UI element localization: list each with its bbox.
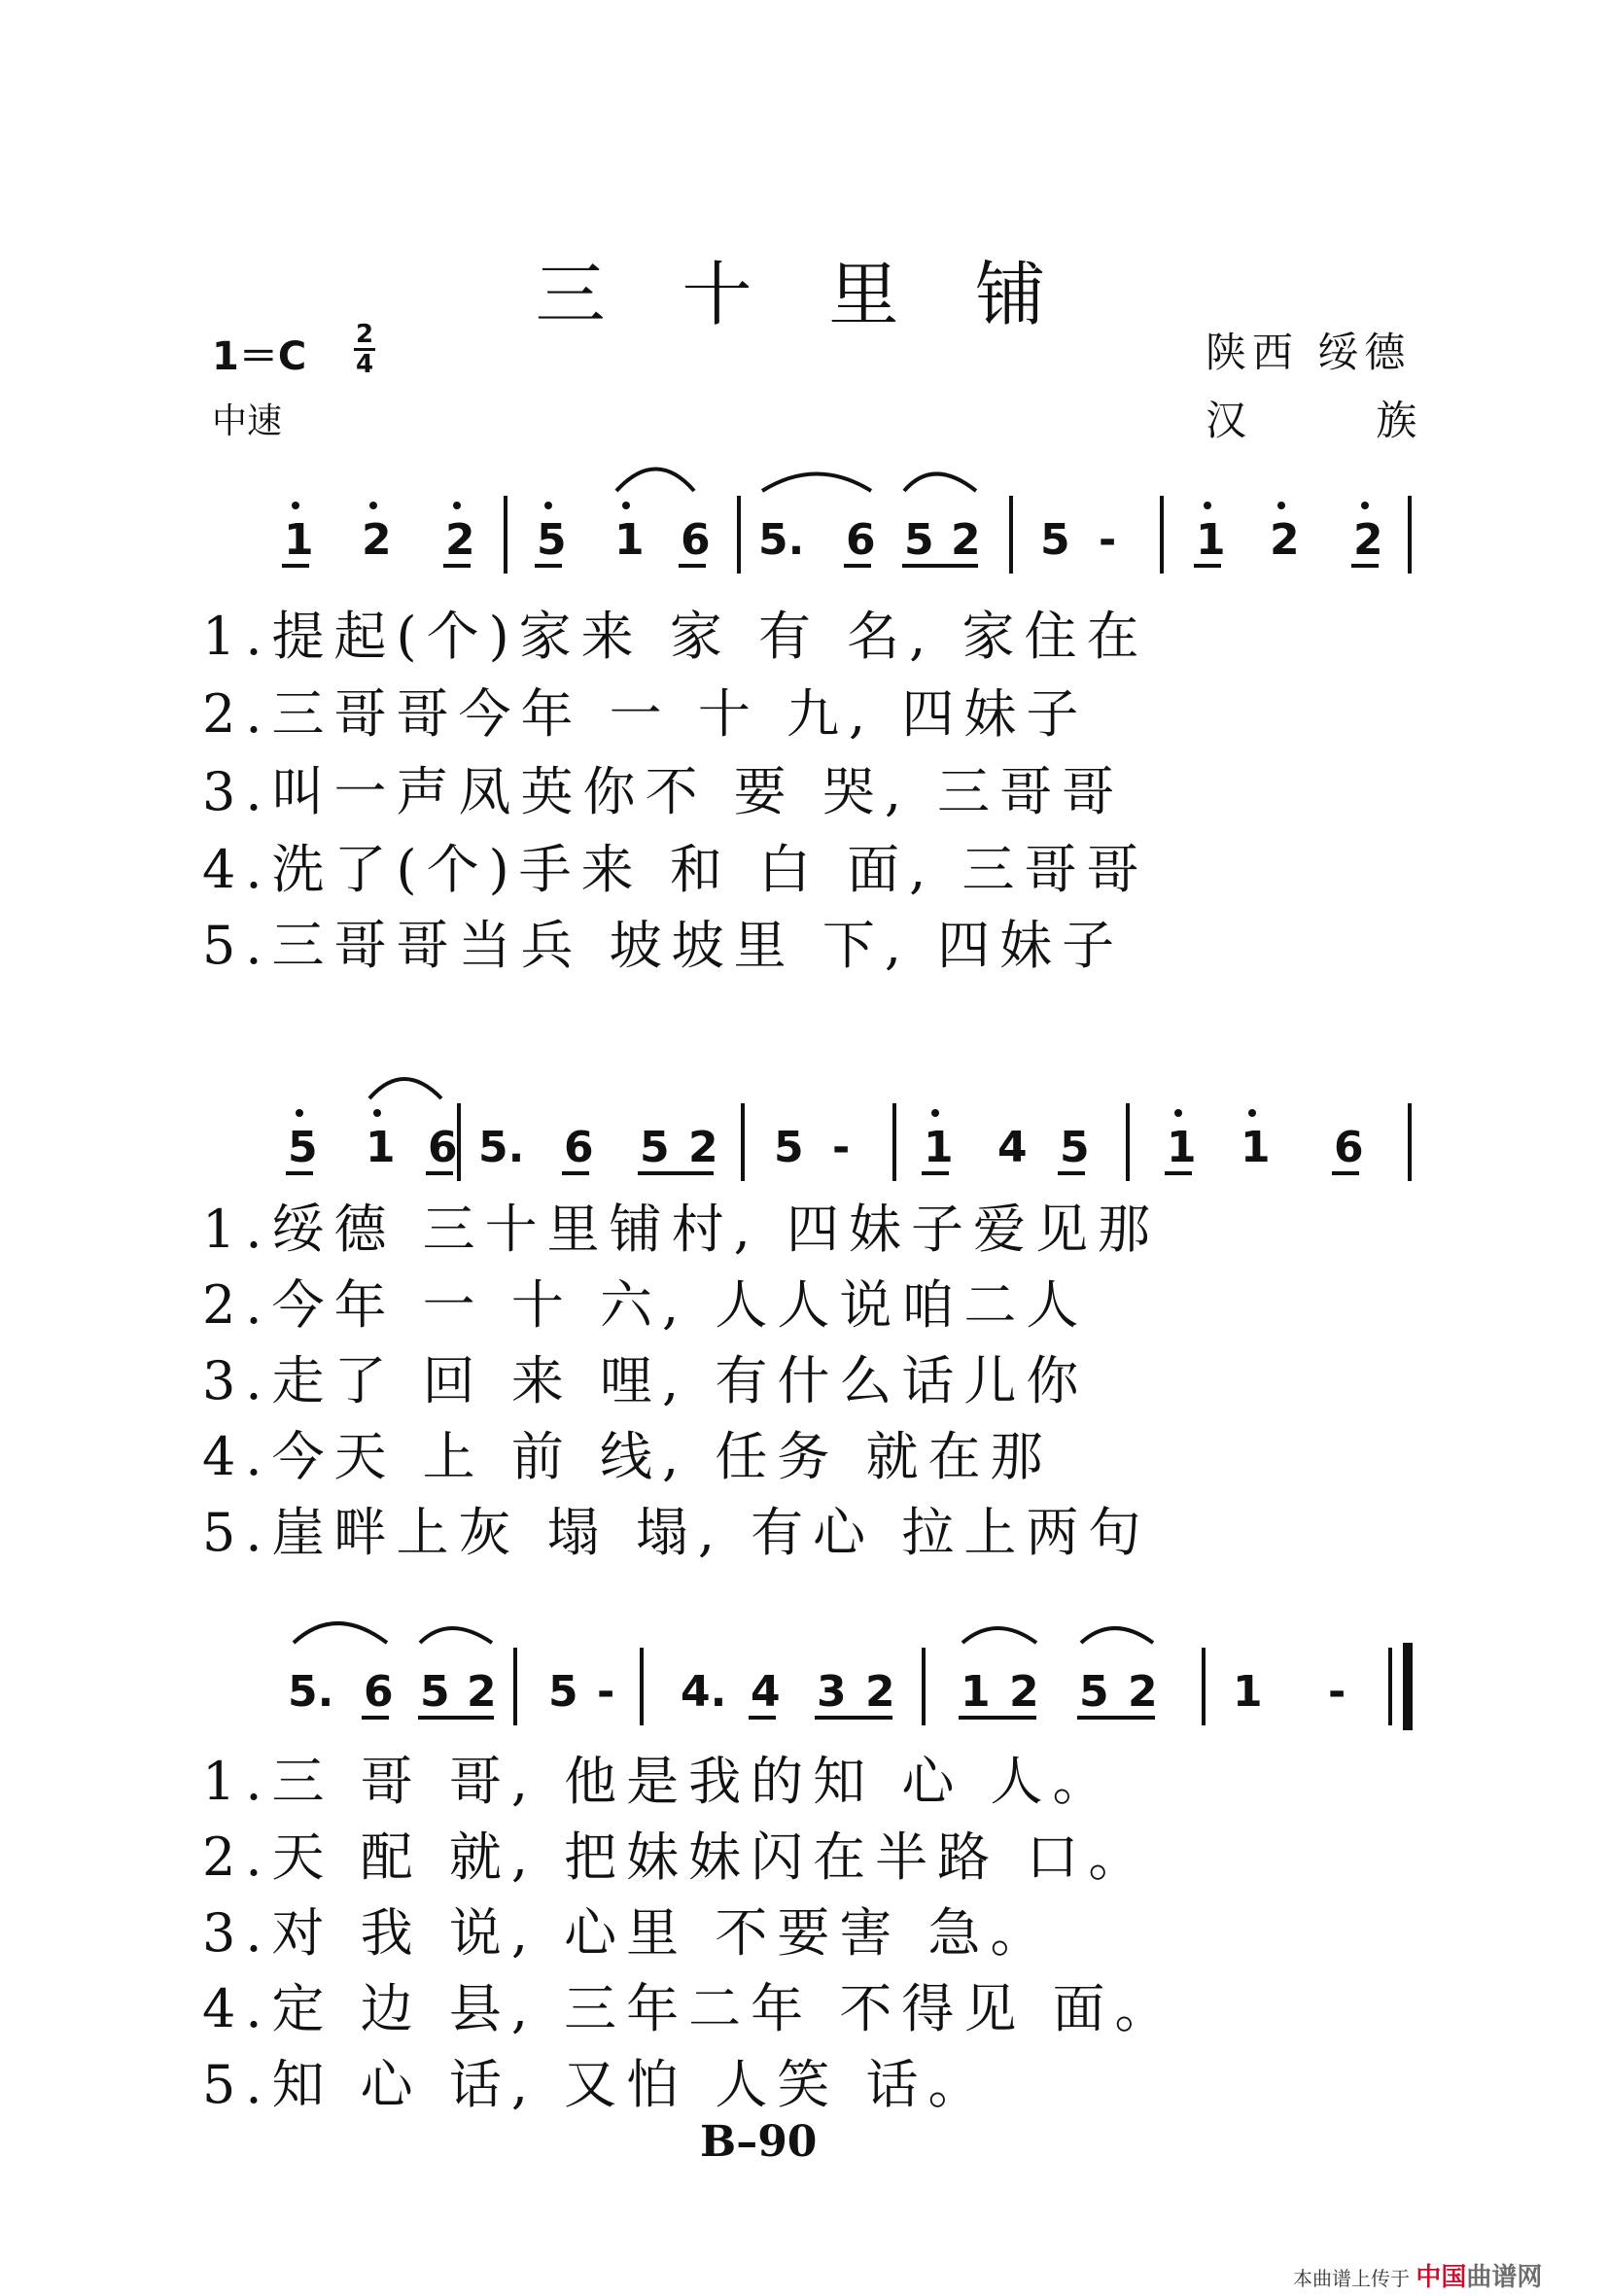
svg-text:2: 2: [1353, 515, 1383, 565]
verse-line: 1.绥德 三十里铺村, 四妹子爱见那: [202, 1199, 1161, 1260]
svg-text:5: 5: [904, 515, 934, 565]
svg-text:6: 6: [681, 515, 711, 565]
watermark-brand-gray: 曲谱网: [1466, 2263, 1543, 2292]
svg-text:5: 5: [1079, 1667, 1109, 1717]
svg-text:-: -: [1328, 1667, 1346, 1717]
verse-line: 4.今天 上 前 线, 任务 就在那: [202, 1426, 1053, 1487]
svg-text:5.: 5.: [758, 515, 805, 565]
svg-text:2: 2: [467, 1667, 497, 1717]
svg-text:6: 6: [1334, 1123, 1364, 1172]
svg-text:1: 1: [961, 1667, 991, 1717]
svg-text:5: 5: [548, 1667, 578, 1717]
svg-text:1: 1: [284, 515, 314, 565]
watermark-text: 本曲谱上传于: [1293, 2267, 1410, 2290]
svg-text:2: 2: [1128, 1667, 1158, 1717]
svg-text:-: -: [832, 1123, 851, 1172]
svg-text:2: 2: [1270, 515, 1300, 565]
svg-text:2: 2: [865, 1667, 895, 1717]
verse-line: 5.三哥哥当兵 坡坡里 下, 四妹子: [202, 915, 1125, 976]
time-signature-bottom: 4: [355, 350, 374, 379]
svg-text:1: 1: [1241, 1123, 1271, 1172]
verse-line: 1.三 哥 哥, 他是我的知 心 人。: [202, 1751, 1115, 1812]
svg-text:5: 5: [537, 515, 567, 565]
verse-line: 3.走了 回 来 哩, 有什么话儿你: [202, 1350, 1089, 1411]
origin-ethnicity: 汉 族: [1206, 397, 1476, 444]
svg-text:5: 5: [774, 1123, 804, 1172]
watermark-brand-red: 中国: [1416, 2263, 1467, 2292]
svg-text:1: 1: [1196, 515, 1226, 565]
svg-text:-: -: [1099, 515, 1117, 565]
svg-text:2: 2: [362, 515, 392, 565]
svg-text:6: 6: [846, 515, 876, 565]
svg-text:2: 2: [951, 515, 981, 565]
svg-text:4: 4: [997, 1123, 1028, 1172]
svg-text:2: 2: [688, 1123, 718, 1172]
key-signature: 1＝C: [212, 334, 307, 379]
svg-text:5: 5: [1040, 515, 1070, 565]
svg-text:1: 1: [924, 1123, 954, 1172]
svg-text:5.: 5.: [288, 1667, 334, 1717]
origin-region: 陕西 绥德: [1206, 329, 1412, 376]
watermark: [1293, 2257, 1542, 2293]
svg-text:1: 1: [366, 1123, 396, 1172]
verse-line: 3.叫一声凤英你不 要 哭, 三哥哥: [202, 761, 1125, 822]
page-number: B–90: [700, 2117, 818, 2167]
song-title: 三 十 里 铺: [535, 254, 1073, 335]
svg-text:5: 5: [288, 1123, 318, 1172]
tempo-marking: 中速: [212, 401, 283, 441]
verse-line: 2.今年 一 十 六, 人人说咱二人: [202, 1274, 1089, 1336]
svg-text:3: 3: [817, 1667, 847, 1717]
svg-text:4.: 4.: [681, 1667, 727, 1717]
verse-line: 1.提起(个)家来 家 有 名, 家住在: [202, 606, 1149, 667]
verse-line: 4.定 边 县, 三年二年 不得见 面。: [202, 1978, 1177, 2039]
verse-line: 5.知 心 话, 又怕 人笑 话。: [202, 2054, 991, 2115]
svg-text:1: 1: [1167, 1123, 1197, 1172]
verse-line: 4.洗了(个)手来 和 白 面, 三哥哥: [202, 839, 1149, 900]
svg-text:1: 1: [1233, 1667, 1263, 1717]
svg-text:5: 5: [1060, 1123, 1090, 1172]
svg-text:6: 6: [564, 1123, 594, 1172]
time-signature-top: 2: [355, 320, 374, 349]
verse-line: 2.三哥哥今年 一 十 九, 四妹子: [202, 683, 1089, 745]
svg-text:2: 2: [445, 515, 475, 565]
svg-text:5.: 5.: [478, 1123, 525, 1172]
svg-text:2: 2: [1009, 1667, 1039, 1717]
svg-text:6: 6: [428, 1123, 458, 1172]
svg-text:-: -: [597, 1667, 615, 1717]
verse-line: 3.对 我 说, 心里 不要害 急。: [202, 1902, 1053, 1964]
svg-text:5: 5: [420, 1667, 450, 1717]
verse-line: 2.天 配 就, 把妹妹闪在半路 口。: [202, 1826, 1151, 1888]
svg-text:6: 6: [364, 1667, 394, 1717]
svg-text:4: 4: [751, 1667, 781, 1717]
svg-text:5: 5: [640, 1123, 670, 1172]
svg-text:1: 1: [614, 515, 645, 565]
verse-line: 5.崖畔上灰 塌 塌, 有心 拉上两句: [202, 1502, 1151, 1563]
